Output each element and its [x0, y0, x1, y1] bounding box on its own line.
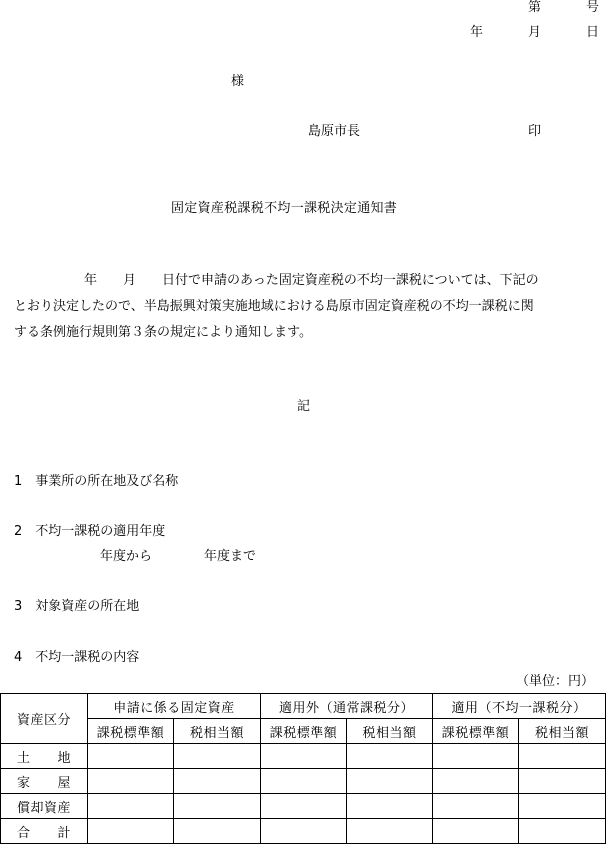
addressee-suffix: 様 [231, 74, 245, 89]
date-year: 年 [470, 25, 484, 40]
date-month: 月 [528, 25, 542, 40]
table-cell [88, 819, 174, 844]
table-cell [88, 769, 174, 794]
table-cell [433, 769, 519, 794]
issuer-name: 島原市長 [308, 124, 361, 139]
row-label-total: 合 計 [1, 819, 88, 844]
category-header: 資産区分 [1, 694, 88, 744]
table-cell [261, 819, 347, 844]
seal-mark: 印 [528, 124, 542, 139]
group-header-applied: 申請に係る固定資産 [88, 694, 261, 719]
row-label-land: 土 地 [1, 744, 88, 769]
number-dai: 第 [528, 0, 542, 15]
table-cell [174, 744, 261, 769]
date-day: 日 [586, 25, 600, 40]
table-cell [519, 794, 606, 819]
table-cell [347, 819, 433, 844]
table-cell [347, 769, 433, 794]
table-cell [433, 819, 519, 844]
table-cell [261, 744, 347, 769]
item-4: 4 不均一課税の内容 [14, 650, 140, 665]
table-cell [88, 794, 174, 819]
sub-header: 課税標準額 [433, 719, 519, 744]
body-line-3: する条例施行規則第３条の規定により通知します。 [14, 325, 312, 340]
table-cell [519, 769, 606, 794]
item-3: 3 対象資産の所在地 [14, 599, 140, 614]
sub-header: 課税標準額 [88, 719, 174, 744]
table-row [1, 819, 606, 844]
item-2: 2 不均一課税の適用年度 [14, 524, 166, 539]
table-cell [347, 794, 433, 819]
body-line-1: 年 月 日付で申請のあった固定資産税の不均一課税については、下記の [84, 273, 539, 288]
table-cell [261, 769, 347, 794]
sub-header: 税相当額 [347, 719, 433, 744]
table-cell [433, 794, 519, 819]
sub-header: 税相当額 [174, 719, 261, 744]
table-cell [433, 744, 519, 769]
item-2-years: 年度から 年度まで [100, 549, 257, 564]
tax-content-table [0, 693, 606, 844]
table-cell [261, 794, 347, 819]
group-header-excluded: 適用外（通常課税分） [261, 694, 433, 719]
table-cell [519, 744, 606, 769]
ki-heading: 記 [297, 399, 311, 414]
document-title: 固定資産税課税不均一課税決定通知書 [171, 201, 398, 216]
table-cell [88, 744, 174, 769]
item-1: 1 事業所の所在地及び名称 [14, 474, 179, 489]
sub-header: 税相当額 [519, 719, 606, 744]
table-row [1, 769, 606, 794]
table-cell [347, 744, 433, 769]
table-cell [174, 819, 261, 844]
body-paragraph [14, 268, 594, 346]
table-row [1, 744, 606, 769]
number-go: 号 [586, 0, 600, 15]
row-label-house: 家 屋 [1, 769, 88, 794]
body-line-2: とおり決定したので、半島振興対策実施地域における島原市固定資産税の不均一課税に関 [14, 299, 534, 314]
row-label-depreciable: 償却資産 [1, 794, 88, 819]
group-header-applicable: 適用（不均一課税分） [433, 694, 606, 719]
table-cell [174, 794, 261, 819]
table-row [1, 794, 606, 819]
table-cell [519, 819, 606, 844]
table-cell [174, 769, 261, 794]
unit-label: （単位：円） [516, 674, 595, 689]
sub-header: 課税標準額 [261, 719, 347, 744]
